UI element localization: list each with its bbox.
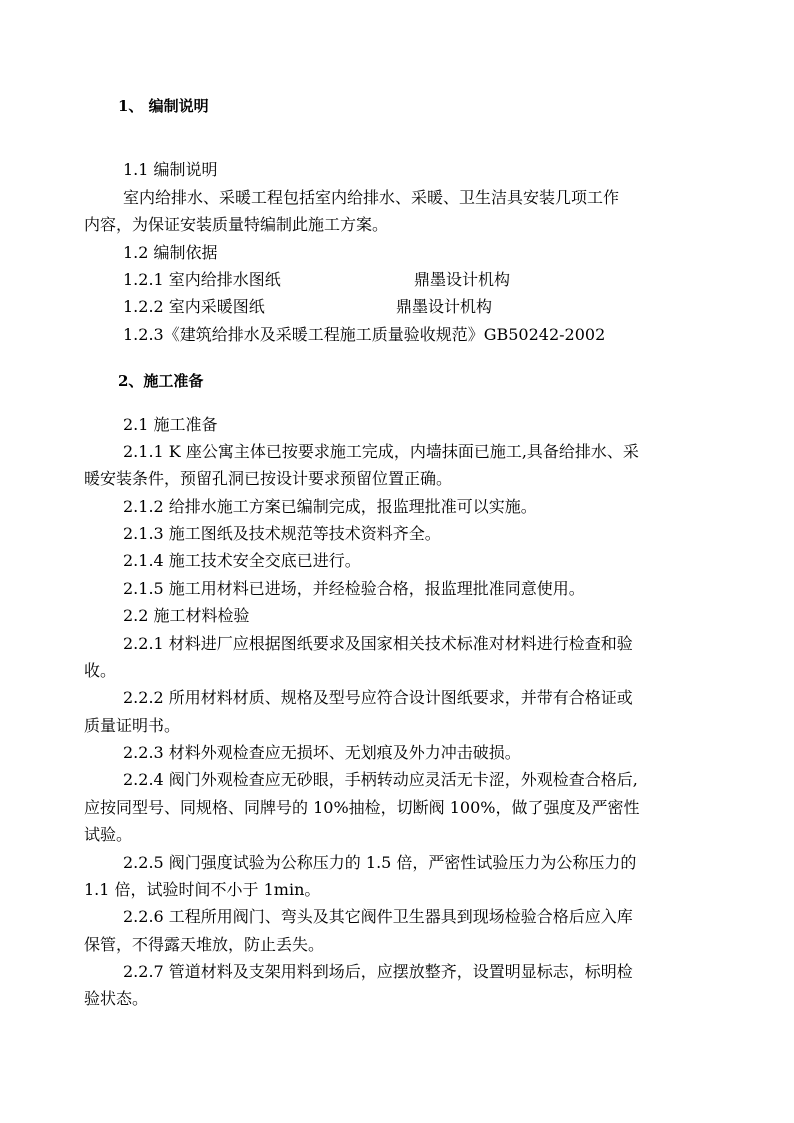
- reference-1-2-3: 1.2.3《建筑给排水及采暖工程施工质量验收规范》GB50242-2002: [123, 325, 606, 344]
- reference-1-2-2-title: 1.2.2 室内采暖图纸: [123, 297, 265, 316]
- subsection-2-1-title: 2.1 施工准备: [123, 415, 218, 434]
- paragraph-line: 应按同型号、同规格、同牌号的 10%抽检，切断阀 100%，做了强度及严密性: [84, 798, 640, 817]
- paragraph-line: 2.1.5 施工用材料已进场，并经检验合格，报监理批准同意使用。: [123, 579, 585, 598]
- paragraph-line: 2.1.3 施工图纸及技术规范等技术资料齐全。: [123, 524, 441, 543]
- reference-1-2-2-org: 鼎墨设计机构: [396, 297, 493, 316]
- subsection-1-2-title: 1.2 编制依据: [123, 243, 218, 262]
- paragraph-line: 2.1.1 K 座公寓主体已按要求施工完成，内墙抹面已施工,具备给排水、采: [123, 442, 639, 461]
- reference-1-2-1-org: 鼎墨设计机构: [414, 270, 511, 289]
- paragraph-line: 1.1 倍，试验时间不小于 1min。: [84, 880, 321, 899]
- section-1-heading: 1、 编制说明: [118, 97, 209, 115]
- paragraph-line: 2.2.6 工程所用阀门、弯头及其它阀件卫生器具到现场检验合格后应入库: [123, 907, 633, 926]
- paragraph-line: 2.1.4 施工技术安全交底已进行。: [123, 551, 361, 570]
- paragraph-line: 验状态。: [84, 989, 149, 1008]
- paragraph-line: 内容，为保证安装质量特编制此施工方案。: [84, 215, 389, 234]
- paragraph-line: 2.2.2 所用材料材质、规格及型号应符合设计图纸要求，并带有合格证或: [123, 688, 633, 707]
- paragraph-line: 2.1.2 给排水施工方案已编制完成，报监理批准可以实施。: [123, 497, 537, 516]
- subsection-1-1-title: 1.1 编制说明: [123, 160, 218, 179]
- subsection-2-2-title: 2.2 施工材料检验: [123, 606, 250, 625]
- paragraph-line: 试验。: [84, 825, 133, 844]
- paragraph-line: 室内给排水、采暖工程包括室内给排水、采暖、卫生洁具安装几项工作: [123, 188, 620, 207]
- paragraph-line: 2.2.4 阀门外观检查应无砂眼，手柄转动应灵活无卡涩，外观检查合格后,: [123, 770, 638, 789]
- paragraph-line: 收。: [84, 661, 117, 680]
- paragraph-line: 2.2.7 管道材料及支架用料到场后，应摆放整齐，设置明显标志，标明检: [123, 962, 633, 981]
- section-2-heading: 2、施工准备: [118, 372, 204, 390]
- paragraph-line: 质量证明书。: [84, 716, 181, 735]
- paragraph-line: 2.2.5 阀门强度试验为公称压力的 1.5 倍，严密性试验压力为公称压力的: [123, 853, 637, 872]
- paragraph-line: 暖安装条件，预留孔洞已按设计要求预留位置正确。: [84, 469, 453, 488]
- paragraph-line: 2.2.1 材料进厂应根据图纸要求及国家相关技术标准对材料进行检查和验: [123, 634, 633, 653]
- reference-1-2-1-title: 1.2.1 室内给排水图纸: [123, 270, 281, 289]
- paragraph-line: 2.2.3 材料外观检查应无损坏、无划痕及外力冲击破损。: [123, 743, 521, 762]
- paragraph-line: 保管，不得露天堆放，防止丢失。: [84, 935, 325, 954]
